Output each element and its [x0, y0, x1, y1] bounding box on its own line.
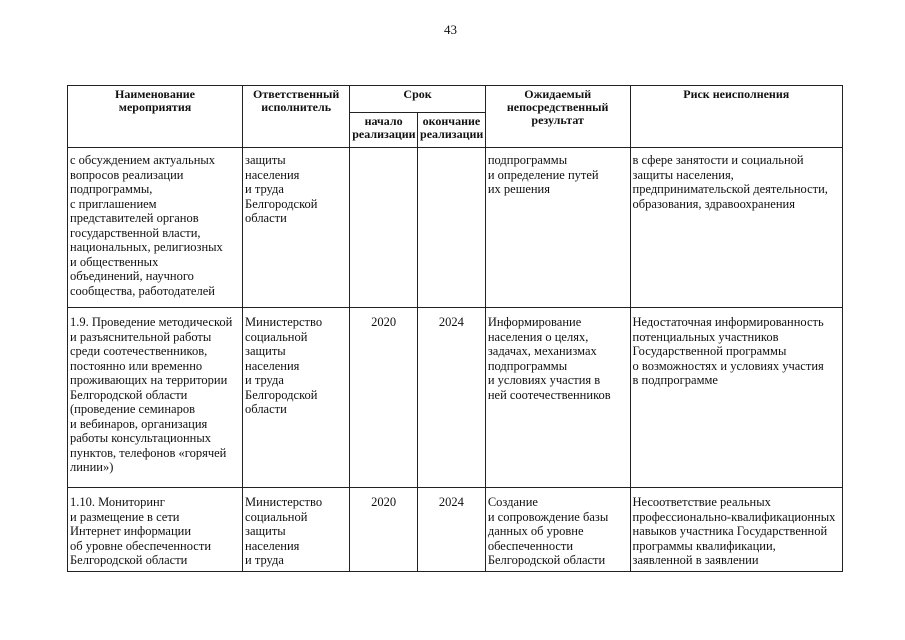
cell-event: 1.10. Мониторинг и размещение в сети Интернет информации об уровне обеспеченности Белгородской области [68, 488, 243, 572]
header-term: Срок [350, 86, 486, 113]
header-end: окончание реализации [418, 113, 486, 148]
header-responsible: Ответственный исполнитель [243, 86, 350, 148]
cell-start: 2020 [350, 308, 418, 488]
header-start: начало реализации [350, 113, 418, 148]
table-row [68, 308, 843, 488]
cell-responsible: Министерство социальной защиты населения и труда Белгородской области [243, 308, 350, 488]
cell-result: подпрограммы и определение путей их решения [485, 148, 630, 308]
cell-responsible: защиты населения и труда Белгородской области [243, 148, 350, 308]
table-header-row [68, 86, 843, 113]
page-number: 43 [444, 22, 457, 37]
cell-end: 2024 [418, 488, 486, 572]
cell-start: 2020 [350, 488, 418, 572]
cell-responsible: Министерство социальной защиты населения и труда [243, 488, 350, 572]
cell-result: Информирование населения о целях, задачах, механизмах подпрограммы и условиях участия в ней соотечественников [485, 308, 630, 488]
cell-end [418, 148, 486, 308]
activity-table [67, 85, 843, 572]
cell-risk: в сфере занятости и социальной защиты населения, предпринимательской деятельности, образования, здравоохранения [630, 148, 843, 308]
cell-start [350, 148, 418, 308]
header-risk: Риск неисполнения [630, 86, 843, 148]
table-row [68, 488, 843, 572]
table-row [68, 148, 843, 308]
header-event: Наименование мероприятия [68, 86, 243, 148]
cell-event: с обсуждением актуальных вопросов реализации подпрограммы, с приглашением представителей органов государственной власти, национальных, религиозных и общественных объединений, научного сообщества, работодателей [68, 148, 243, 308]
header-result: Ожидаемый непосредственный результат [485, 86, 630, 148]
cell-risk: Несоответствие реальных профессионально-квалификационных навыков участника Государственной программы квалификации, заявленной в заявлении [630, 488, 843, 572]
cell-risk: Недостаточная информированность потенциальных участников Государственной программы о возможностях и условиях участия в подпрограмме [630, 308, 843, 488]
cell-event: 1.9. Проведение методической и разъяснительной работы среди соотечественников, постоянно или временно проживающих на территории Белгородской области (проведение семинаров и вебинаров, организация работы консультационных пунктов, телефонов «горячей линии») [68, 308, 243, 488]
cell-end: 2024 [418, 308, 486, 488]
cell-result: Создание и сопровождение базы данных об уровне обеспеченности Белгородской области [485, 488, 630, 572]
